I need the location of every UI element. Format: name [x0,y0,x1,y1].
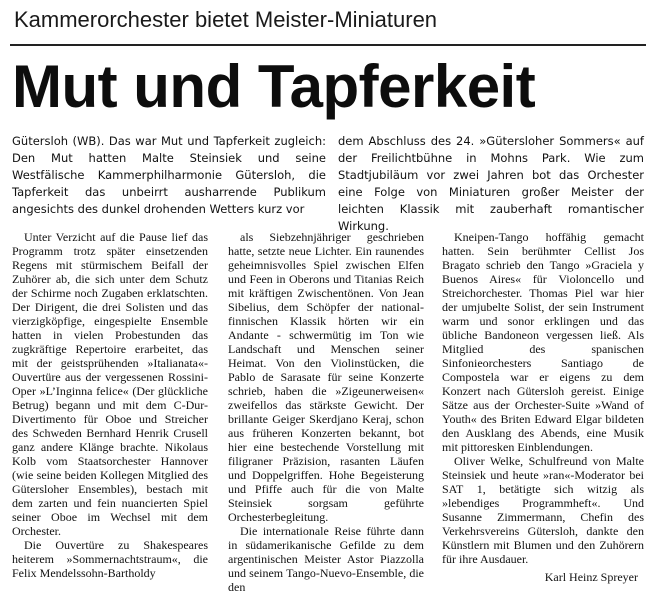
body-column-2 [228,230,424,594]
author-byline: Karl Heinz Spreyer [544,570,638,584]
body-paragraph: Kneipen-Tango hoffähig gemacht hatten. Sein berühmter Cellist Jos Bragato schrieb den Tango »Graciela y Buenos Aires« für Violoncello und Streichorchester. Thomas Piel war hier der umjubelte Solist, der sein Instrument warm und sonor erklingen und das übliche Bandoneon vergessen ließ. Als Mitglied des spanischen Sinfonieorchesters Santiago de Compostela war er eigens zu dem Konzert nach Gütersloh gereist. Einige Sätze aus der Orchester-Suite »Wand of Youth« des Briten Edward Elgar bildeten den Ausklang des Abends, eine Musik mit pittoresken Einblendungen. [442,230,644,454]
headline: Mut und Tapferkeit [12,53,536,120]
body-paragraph: Die internationale Reise führte dann in südamerikanische Gefilde zu dem argentinischen Meister Astor Piazzolla und seinem Tango-Nuevo-Ensemble, die den [228,524,424,594]
body-paragraph: Unter Verzicht auf die Pause lief das Programm trotz später einsetzenden Regens mit stürmischem Beifall der Zuhörer ab, die sich unter dem Schutz der Schirme noch Zugaben erklatschten. Der Dirigent, die drei Solisten und das vierzigköpfige, eingespielte Ensemble hatten in vielen Probestunden das zugkräftige Repertoire erarbeitet, das mit der geistsprühenden »Italianata«-Ouvertüre aus der vergessenen Rossini-Oper »L’Inginna felice« (Der glückliche Betrug) begann und mit dem C-Dur-Divertimento für Oboe und Streicher des Schweden Bernhard Henrik Crusell ganz andere Klänge brachte. Nikolaus Kolb vom Staatsorchester Hannover (wie seine beiden Kollegen Mitglied des Gütersloher Ensembles), bestach mit dem zarten und fein nuancierten Spiel seiner Oboe im Wechsel mit dem Orchester. [12,230,208,538]
lead-paragraph-right: dem Abschluss des 24. »Gütersloher Sommers« auf der Freilichtbühne in Mohns Park. Wie zum Stadtjubiläum vor zwei Jahren bot das Orchester eine Folge von Miniaturen großer Meister der leichten Klassik mit zauberhaft romantischer Wirkung. [338,134,644,233]
lead-paragraph-left: Gütersloh (WB). Das war Mut und Tapferkeit zugleich: Den Mut hatten Malte Steinsiek und seine Westfälische Kammerphilharmonie Gütersloh, die Tapferkeit das unbeirrt ausharrende Publikum angesichts des dunkel drohenden Wetters kurz vor [12,134,326,216]
body-paragraph: Die Ouvertüre zu Shakespeares heiterem »Sommernachtstraum«, die Felix Mendelssohn-Bartholdy [12,538,208,580]
body-column-1 [12,230,208,580]
body-column-3 [442,230,644,584]
body-paragraph: Oliver Welke, Schulfreund von Malte Steinsiek und heute »ran«-Moderator bei SAT 1, betätigte sich witzig als »lebendiges Programmheft«. Und Susanne Zimmermann, Chefin des Verkehrsvereins Gütersloh, dankte den Künstlern mit Blumen und den Zuhörern für ihre Ausdauer. [442,454,644,566]
body-paragraph: als Siebzehnjähriger geschrieben hatte, setzte neue Lichter. Ein raunendes geheimnisvolles Spiel zwischen Elfen und Feen in Oberons und Titanias Reich mit kräftigen Zwischentönen. Von Jean Sibelius, dem Schöpfer der national-finnischen Klassik hörten wir ein Andante - schwermütig im Ton wie Landschaft und Menschen seiner Heimat. Von den Violinstücken, die Pablo de Sarasate für seine Konzerte schrieb, haben die »Zigeunerweisen« zweifellos das stärkste Gewicht. Der brillante Geiger Skerdjano Keraj, schon aus früheren Konzerten bekannt, bot hier eine bestechende Vorstellung mit filigraner Präzision, rasanten Läufen und Doppelgriffen. Hohe Begeisterung und Pfiffe auch für die von Malte Steinsiek sorgsam geführte Orchesterbegleitung. [228,230,424,524]
kicker-line: Kammerorchester bietet Meister-Miniaturen [14,7,438,32]
top-rule [10,44,646,46]
